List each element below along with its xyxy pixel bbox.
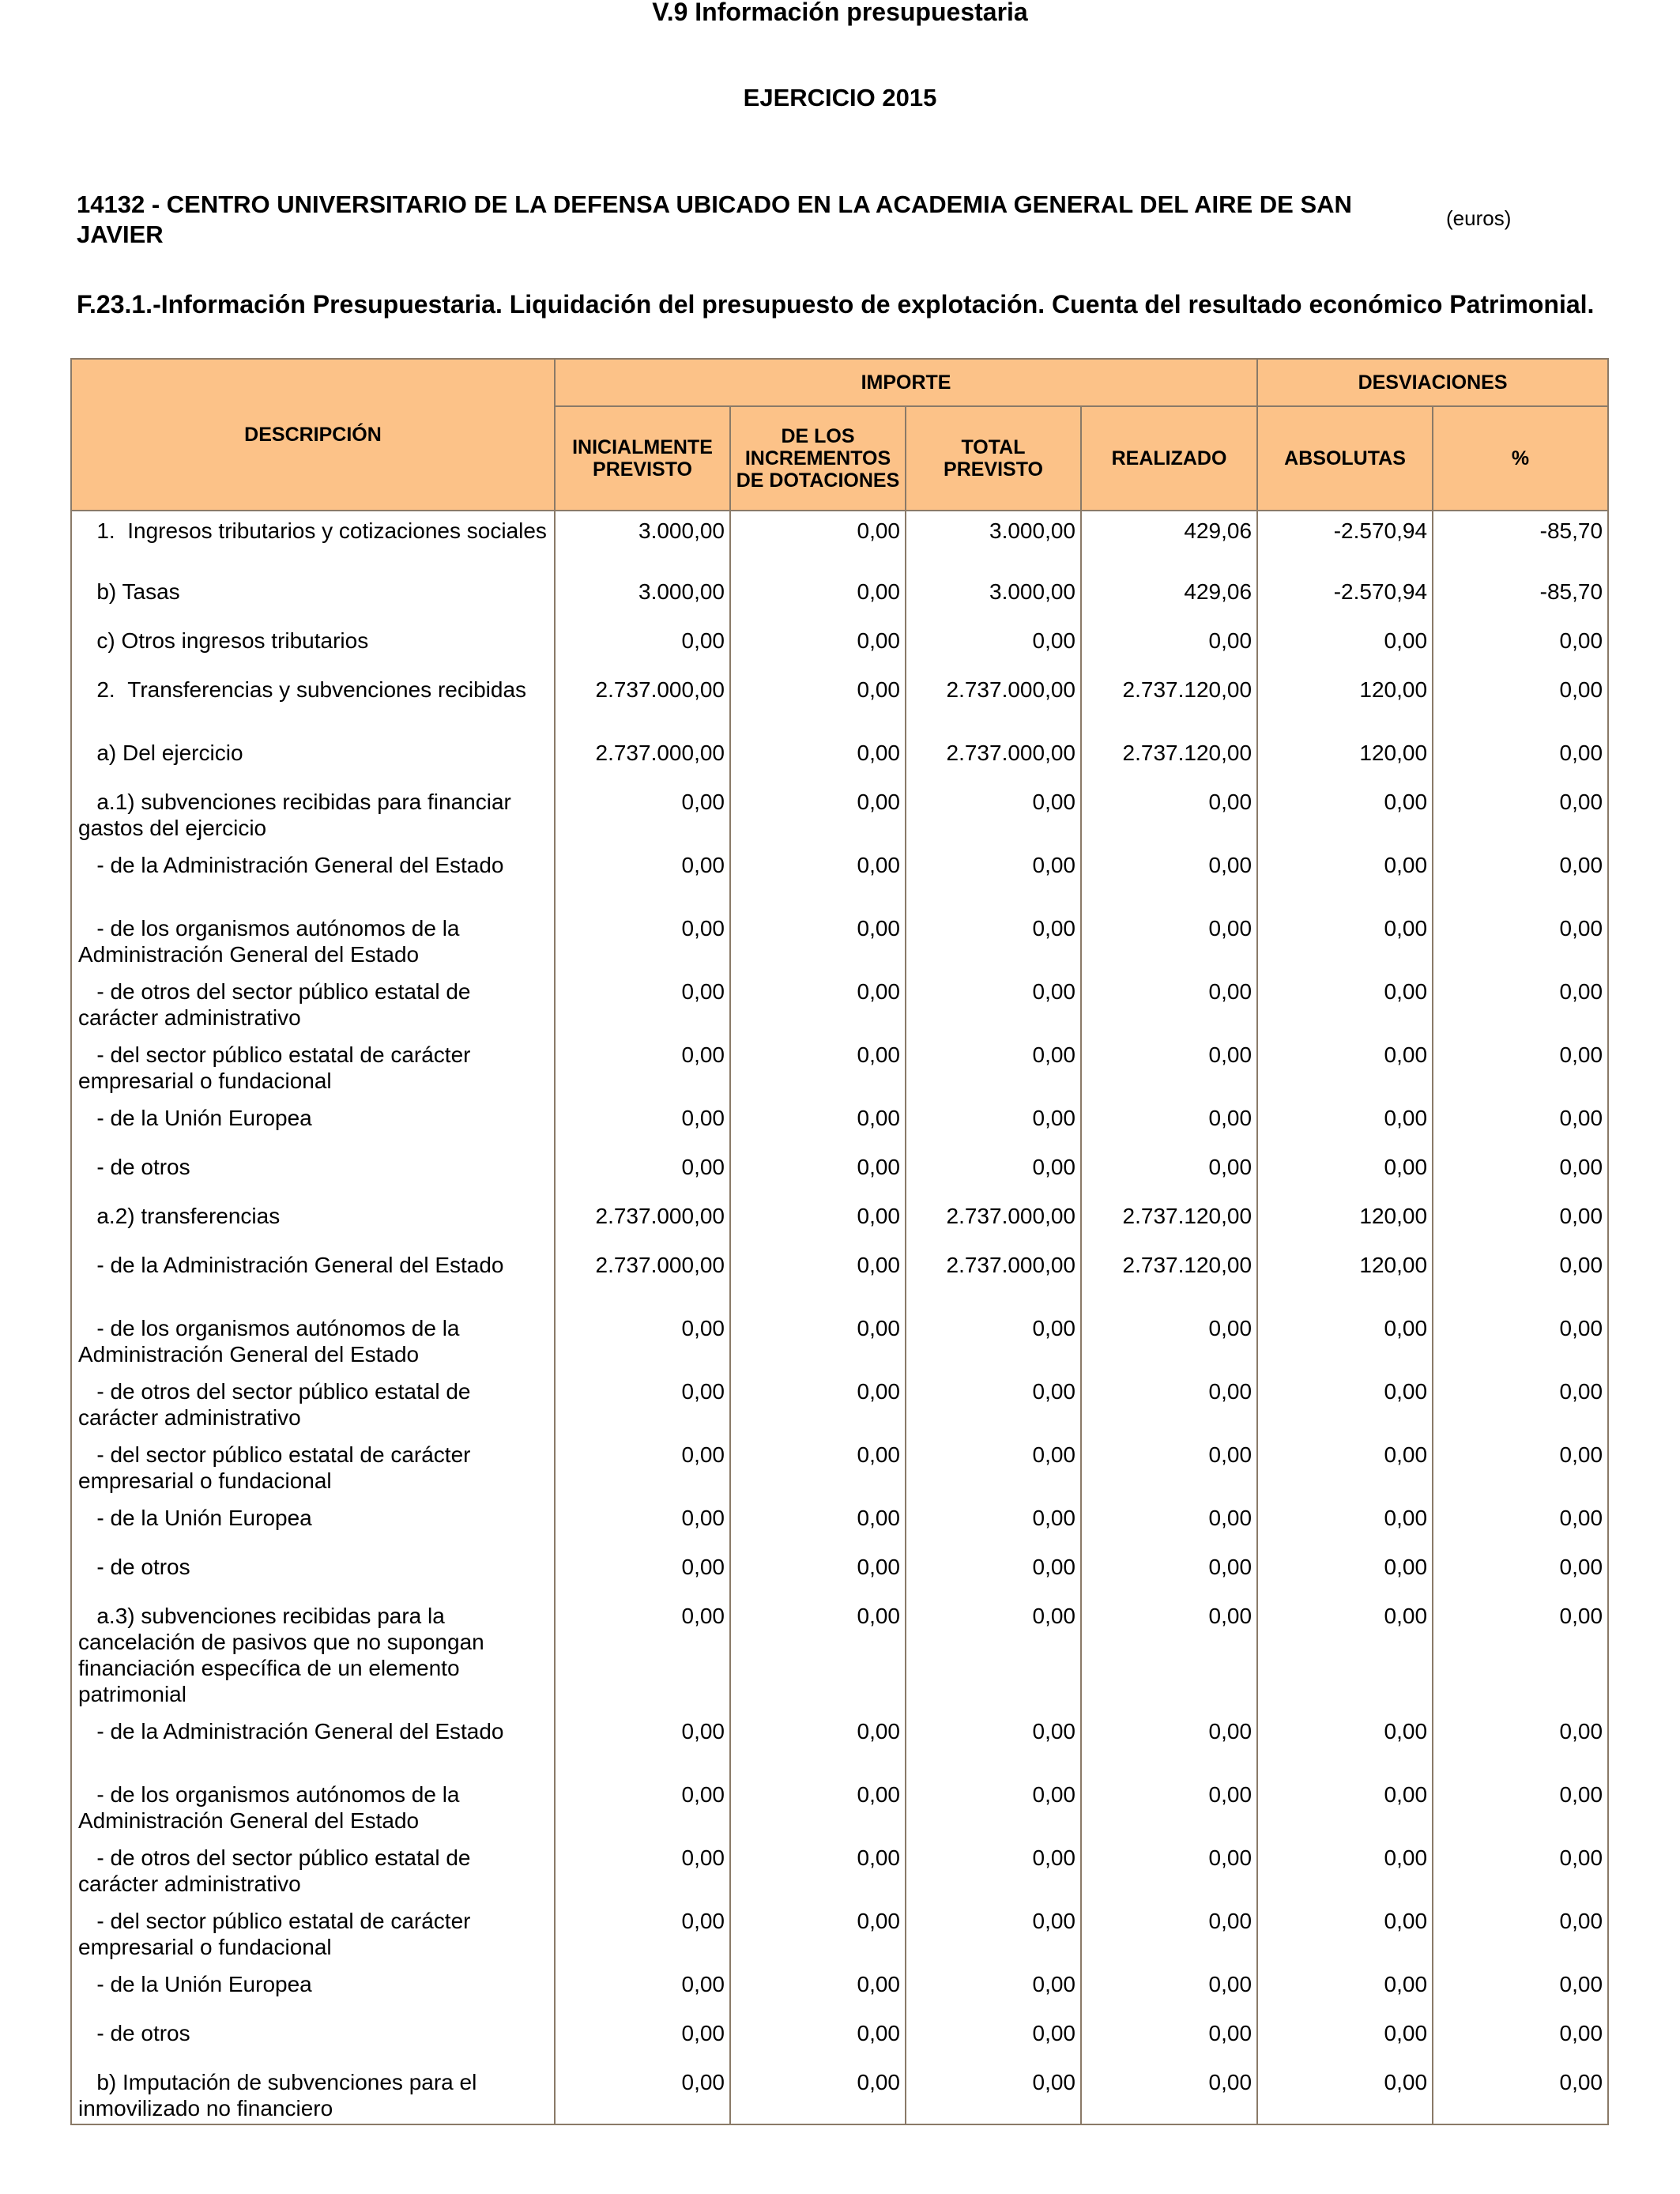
cell-absolutas: 0,00: [1257, 1149, 1433, 1198]
cell-percent: -85,70: [1433, 511, 1608, 574]
cell-percent: 0,00: [1433, 1549, 1608, 1598]
cell-total-previsto: 0,00: [906, 1777, 1081, 1840]
cell-incrementos: 0,00: [730, 1840, 906, 1903]
table-body: [71, 511, 1608, 2124]
cell-incrementos: 0,00: [730, 511, 906, 574]
cell-incrementos: 0,00: [730, 1903, 906, 1966]
row-description: b) Imputación de subvenciones para el inmovilizado no financiero: [71, 2064, 555, 2124]
cell-realizado: 2.737.120,00: [1081, 1247, 1257, 1310]
cell-total-previsto: 2.737.000,00: [906, 1198, 1081, 1247]
cell-realizado: 0,00: [1081, 1713, 1257, 1777]
cell-inicialmente-previsto: 0,00: [555, 1840, 730, 1903]
cell-incrementos: 0,00: [730, 1713, 906, 1777]
cell-absolutas: 0,00: [1257, 1966, 1433, 2015]
row-description: a.2) transferencias: [71, 1198, 555, 1247]
cell-total-previsto: 3.000,00: [906, 511, 1081, 574]
table-row: [71, 1903, 1608, 1966]
group-header-desviaciones: DESVIACIONES: [1257, 359, 1608, 406]
row-description: - del sector público estatal de carácter empresarial o fundacional: [71, 1903, 555, 1966]
cell-absolutas: 0,00: [1257, 1500, 1433, 1549]
cell-percent: 0,00: [1433, 910, 1608, 974]
budget-table: [70, 358, 1609, 2125]
cell-percent: 0,00: [1433, 1037, 1608, 1100]
table-row: [71, 910, 1608, 974]
cell-realizado: 0,00: [1081, 1374, 1257, 1437]
cell-realizado: 0,00: [1081, 1500, 1257, 1549]
cell-realizado: 0,00: [1081, 2015, 1257, 2064]
cell-realizado: 0,00: [1081, 1966, 1257, 2015]
cell-inicialmente-previsto: 0,00: [555, 623, 730, 672]
table-row: [71, 1598, 1608, 1713]
cell-total-previsto: 3.000,00: [906, 574, 1081, 623]
cell-realizado: 0,00: [1081, 1149, 1257, 1198]
col-header-percent: %: [1433, 406, 1608, 511]
cell-percent: 0,00: [1433, 974, 1608, 1037]
row-description: - de los organismos autónomos de la Administración General del Estado: [71, 1777, 555, 1840]
cell-incrementos: 0,00: [730, 784, 906, 847]
cell-inicialmente-previsto: 0,00: [555, 1903, 730, 1966]
cell-incrementos: 0,00: [730, 1149, 906, 1198]
cell-realizado: 429,06: [1081, 511, 1257, 574]
table-row: [71, 1247, 1608, 1310]
cell-percent: 0,00: [1433, 847, 1608, 910]
cell-realizado: 0,00: [1081, 910, 1257, 974]
cell-absolutas: 0,00: [1257, 623, 1433, 672]
row-description: c) Otros ingresos tributarios: [71, 623, 555, 672]
row-description: - de otros: [71, 1549, 555, 1598]
table-row: [71, 1149, 1608, 1198]
cell-inicialmente-previsto: 0,00: [555, 1500, 730, 1549]
row-description: - de los organismos autónomos de la Administración General del Estado: [71, 1310, 555, 1374]
table-row: [71, 2064, 1608, 2124]
cell-percent: 0,00: [1433, 2015, 1608, 2064]
cell-percent: 0,00: [1433, 1966, 1608, 2015]
cell-incrementos: 0,00: [730, 1437, 906, 1500]
cell-percent: 0,00: [1433, 1500, 1608, 1549]
row-description: - de otros del sector público estatal de carácter administrativo: [71, 1374, 555, 1437]
row-description: a.1) subvenciones recibidas para financiar gastos del ejercicio: [71, 784, 555, 847]
cell-percent: 0,00: [1433, 1598, 1608, 1713]
cell-percent: 0,00: [1433, 623, 1608, 672]
cell-percent: 0,00: [1433, 1374, 1608, 1437]
row-description: 2. Transferencias y subvenciones recibidas: [71, 672, 555, 735]
cell-absolutas: 0,00: [1257, 1100, 1433, 1149]
cell-total-previsto: 0,00: [906, 1713, 1081, 1777]
table-row: [71, 1198, 1608, 1247]
table-row: [71, 1713, 1608, 1777]
cell-absolutas: 0,00: [1257, 1840, 1433, 1903]
col-header-inicialmente-previsto: INICIALMENTE PREVISTO: [555, 406, 730, 511]
row-description: - de la Administración General del Estado: [71, 847, 555, 910]
cell-inicialmente-previsto: 2.737.000,00: [555, 1198, 730, 1247]
table-row: [71, 1966, 1608, 2015]
cell-incrementos: 0,00: [730, 1500, 906, 1549]
table-row: [71, 735, 1608, 784]
cell-absolutas: 120,00: [1257, 1247, 1433, 1310]
col-header-incrementos: DE LOS INCREMENTOS DE DOTACIONES: [730, 406, 906, 511]
row-description: b) Tasas: [71, 574, 555, 623]
cell-absolutas: 120,00: [1257, 1198, 1433, 1247]
cell-inicialmente-previsto: 0,00: [555, 1549, 730, 1598]
cell-absolutas: 0,00: [1257, 2064, 1433, 2124]
cell-inicialmente-previsto: 0,00: [555, 1037, 730, 1100]
cell-total-previsto: 0,00: [906, 1598, 1081, 1713]
cell-incrementos: 0,00: [730, 672, 906, 735]
cell-realizado: 0,00: [1081, 1310, 1257, 1374]
cell-absolutas: 120,00: [1257, 735, 1433, 784]
cell-inicialmente-previsto: 0,00: [555, 974, 730, 1037]
table-row: [71, 511, 1608, 574]
row-description: - de otros: [71, 1149, 555, 1198]
cell-total-previsto: 0,00: [906, 910, 1081, 974]
col-header-description: DESCRIPCIÓN: [71, 359, 555, 511]
cell-total-previsto: 0,00: [906, 1500, 1081, 1549]
cell-incrementos: 0,00: [730, 2015, 906, 2064]
cell-inicialmente-previsto: 0,00: [555, 784, 730, 847]
cell-absolutas: 0,00: [1257, 1777, 1433, 1840]
row-description: - de los organismos autónomos de la Administración General del Estado: [71, 910, 555, 974]
cell-realizado: 0,00: [1081, 1903, 1257, 1966]
cell-realizado: 2.737.120,00: [1081, 1198, 1257, 1247]
cell-incrementos: 0,00: [730, 1198, 906, 1247]
cell-inicialmente-previsto: 0,00: [555, 1966, 730, 2015]
cell-incrementos: 0,00: [730, 910, 906, 974]
cell-total-previsto: 0,00: [906, 1100, 1081, 1149]
entity-name: 14132 - CENTRO UNIVERSITARIO DE LA DEFENSA UBICADO EN LA ACADEMIA GENERAL DEL AIRE DE SAN JAVIER: [77, 190, 1352, 248]
cell-inicialmente-previsto: 3.000,00: [555, 511, 730, 574]
cell-incrementos: 0,00: [730, 623, 906, 672]
table-row: [71, 1840, 1608, 1903]
row-description: - de otros: [71, 2015, 555, 2064]
cell-percent: -85,70: [1433, 574, 1608, 623]
cell-percent: 0,00: [1433, 1713, 1608, 1777]
cell-total-previsto: 2.737.000,00: [906, 735, 1081, 784]
col-header-total-previsto: TOTAL PREVISTO: [906, 406, 1081, 511]
cell-incrementos: 0,00: [730, 1966, 906, 2015]
row-description: - del sector público estatal de carácter empresarial o fundacional: [71, 1037, 555, 1100]
cell-percent: 0,00: [1433, 735, 1608, 784]
cell-absolutas: 0,00: [1257, 1437, 1433, 1500]
cell-percent: 0,00: [1433, 1777, 1608, 1840]
cell-absolutas: 0,00: [1257, 1903, 1433, 1966]
cell-realizado: 0,00: [1081, 847, 1257, 910]
cell-total-previsto: 0,00: [906, 1149, 1081, 1198]
cell-inicialmente-previsto: 0,00: [555, 1777, 730, 1840]
header-row-groups: [71, 359, 1608, 406]
fiscal-year: EJERCICIO 2015: [743, 84, 937, 111]
cell-total-previsto: 0,00: [906, 2064, 1081, 2124]
cell-inicialmente-previsto: 0,00: [555, 1374, 730, 1437]
table-row: [71, 974, 1608, 1037]
cell-absolutas: 0,00: [1257, 784, 1433, 847]
cell-incrementos: 0,00: [730, 1247, 906, 1310]
row-description: - de otros del sector público estatal de carácter administrativo: [71, 1840, 555, 1903]
row-description: - de la Administración General del Estado: [71, 1713, 555, 1777]
cell-realizado: 0,00: [1081, 1598, 1257, 1713]
table-row: [71, 1100, 1608, 1149]
cell-absolutas: 0,00: [1257, 910, 1433, 974]
section-title: F.23.1.-Información Presupuestaria. Liquidación del presupuesto de explotación. Cuenta del resultado económico Patrimonial.: [77, 290, 1595, 319]
cell-absolutas: -2.570,94: [1257, 511, 1433, 574]
cell-total-previsto: 0,00: [906, 974, 1081, 1037]
cell-realizado: 0,00: [1081, 1549, 1257, 1598]
cell-realizado: 0,00: [1081, 623, 1257, 672]
table-row: [71, 1037, 1608, 1100]
cell-incrementos: 0,00: [730, 847, 906, 910]
cell-incrementos: 0,00: [730, 574, 906, 623]
cell-absolutas: 120,00: [1257, 672, 1433, 735]
cell-inicialmente-previsto: 0,00: [555, 910, 730, 974]
cell-percent: 0,00: [1433, 1437, 1608, 1500]
cell-total-previsto: 0,00: [906, 1903, 1081, 1966]
cell-absolutas: 0,00: [1257, 1037, 1433, 1100]
table-row: [71, 1777, 1608, 1840]
cell-absolutas: -2.570,94: [1257, 574, 1433, 623]
table-row: [71, 574, 1608, 623]
cell-inicialmente-previsto: 3.000,00: [555, 574, 730, 623]
cell-total-previsto: 0,00: [906, 847, 1081, 910]
cell-absolutas: 0,00: [1257, 847, 1433, 910]
cell-inicialmente-previsto: 2.737.000,00: [555, 1247, 730, 1310]
cell-incrementos: 0,00: [730, 974, 906, 1037]
row-description: - de otros del sector público estatal de carácter administrativo: [71, 974, 555, 1037]
cell-inicialmente-previsto: 0,00: [555, 1437, 730, 1500]
cell-total-previsto: 0,00: [906, 2015, 1081, 2064]
cell-inicialmente-previsto: 2.737.000,00: [555, 735, 730, 784]
cell-inicialmente-previsto: 0,00: [555, 1598, 730, 1713]
cell-absolutas: 0,00: [1257, 1310, 1433, 1374]
cell-absolutas: 0,00: [1257, 1374, 1433, 1437]
cell-inicialmente-previsto: 0,00: [555, 1713, 730, 1777]
table-row: [71, 784, 1608, 847]
cell-inicialmente-previsto: 0,00: [555, 1149, 730, 1198]
cell-absolutas: 0,00: [1257, 2015, 1433, 2064]
cell-incrementos: 0,00: [730, 1310, 906, 1374]
cell-total-previsto: 0,00: [906, 623, 1081, 672]
cell-incrementos: 0,00: [730, 735, 906, 784]
cell-absolutas: 0,00: [1257, 1598, 1433, 1713]
cell-realizado: 0,00: [1081, 1437, 1257, 1500]
row-description: a.3) subvenciones recibidas para la cancelación de pasivos que no supongan financiación específica de un elemento patrimonial: [71, 1598, 555, 1713]
table-row: [71, 672, 1608, 735]
cell-percent: 0,00: [1433, 1840, 1608, 1903]
cell-inicialmente-previsto: 0,00: [555, 1310, 730, 1374]
table-row: [71, 1500, 1608, 1549]
cell-realizado: 0,00: [1081, 974, 1257, 1037]
cell-percent: 0,00: [1433, 784, 1608, 847]
cell-total-previsto: 2.737.000,00: [906, 1247, 1081, 1310]
row-description: - de la Unión Europea: [71, 1966, 555, 2015]
cell-total-previsto: 0,00: [906, 1310, 1081, 1374]
row-description: 1. Ingresos tributarios y cotizaciones sociales: [71, 511, 555, 574]
table-row: [71, 623, 1608, 672]
cell-incrementos: 0,00: [730, 1037, 906, 1100]
cell-realizado: 0,00: [1081, 1840, 1257, 1903]
cell-total-previsto: 0,00: [906, 784, 1081, 847]
cell-percent: 0,00: [1433, 1149, 1608, 1198]
cell-inicialmente-previsto: 0,00: [555, 847, 730, 910]
cell-realizado: 0,00: [1081, 784, 1257, 847]
table-row: [71, 2015, 1608, 2064]
table-row: [71, 1374, 1608, 1437]
table-row: [71, 1437, 1608, 1500]
cell-total-previsto: 0,00: [906, 1374, 1081, 1437]
row-description: a) Del ejercicio: [71, 735, 555, 784]
currency-units: (euros): [1446, 206, 1512, 230]
cell-absolutas: 0,00: [1257, 974, 1433, 1037]
cell-total-previsto: 0,00: [906, 1037, 1081, 1100]
cell-absolutas: 0,00: [1257, 1549, 1433, 1598]
cell-total-previsto: 0,00: [906, 1840, 1081, 1903]
cell-percent: 0,00: [1433, 2064, 1608, 2124]
cell-percent: 0,00: [1433, 1903, 1608, 1966]
cell-incrementos: 0,00: [730, 2064, 906, 2124]
cell-realizado: 429,06: [1081, 574, 1257, 623]
table-row: [71, 1549, 1608, 1598]
cell-realizado: 2.737.120,00: [1081, 735, 1257, 784]
cell-inicialmente-previsto: 0,00: [555, 2015, 730, 2064]
cell-absolutas: 0,00: [1257, 1713, 1433, 1777]
table-row: [71, 1310, 1608, 1374]
cell-realizado: 0,00: [1081, 1037, 1257, 1100]
cell-inicialmente-previsto: 2.737.000,00: [555, 672, 730, 735]
cell-inicialmente-previsto: 0,00: [555, 1100, 730, 1149]
cell-realizado: 0,00: [1081, 1100, 1257, 1149]
cell-incrementos: 0,00: [730, 1598, 906, 1713]
cell-realizado: 0,00: [1081, 2064, 1257, 2124]
cell-incrementos: 0,00: [730, 1777, 906, 1840]
cell-percent: 0,00: [1433, 1310, 1608, 1374]
cell-realizado: 2.737.120,00: [1081, 672, 1257, 735]
group-header-importe: IMPORTE: [555, 359, 1257, 406]
col-header-realizado: REALIZADO: [1081, 406, 1257, 511]
row-description: - de la Unión Europea: [71, 1500, 555, 1549]
cell-total-previsto: 0,00: [906, 1437, 1081, 1500]
cell-total-previsto: 0,00: [906, 1966, 1081, 2015]
cell-percent: 0,00: [1433, 1247, 1608, 1310]
cell-percent: 0,00: [1433, 1100, 1608, 1149]
cell-incrementos: 0,00: [730, 1100, 906, 1149]
row-description: - del sector público estatal de carácter empresarial o fundacional: [71, 1437, 555, 1500]
cell-realizado: 0,00: [1081, 1777, 1257, 1840]
cell-total-previsto: 0,00: [906, 1549, 1081, 1598]
cell-incrementos: 0,00: [730, 1549, 906, 1598]
row-description: - de la Unión Europea: [71, 1100, 555, 1149]
document-title: V.9 Información presupuestaria: [652, 0, 1028, 26]
cell-incrementos: 0,00: [730, 1374, 906, 1437]
cell-inicialmente-previsto: 0,00: [555, 2064, 730, 2124]
cell-percent: 0,00: [1433, 1198, 1608, 1247]
cell-percent: 0,00: [1433, 672, 1608, 735]
cell-total-previsto: 2.737.000,00: [906, 672, 1081, 735]
table-row: [71, 847, 1608, 910]
col-header-absolutas: ABSOLUTAS: [1257, 406, 1433, 511]
row-description: - de la Administración General del Estado: [71, 1247, 555, 1310]
